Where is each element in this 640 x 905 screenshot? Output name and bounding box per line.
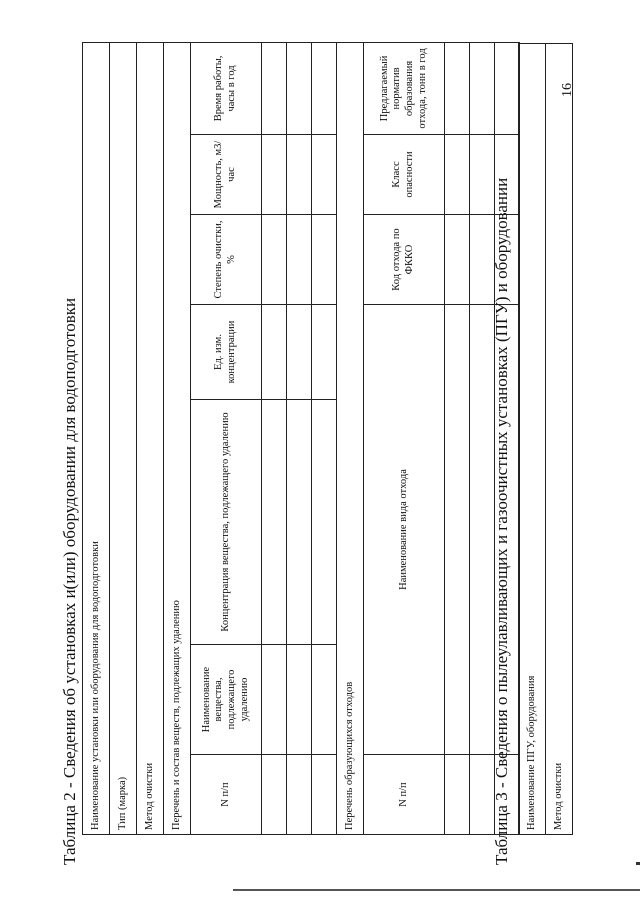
waste-header-name: Наименование вида отхода xyxy=(364,305,445,755)
page-number: 16 xyxy=(560,83,575,97)
waste-header-norm: Предлагаемый норматив образования отхода, тонн в год xyxy=(364,42,445,134)
table2 xyxy=(82,42,520,835)
table-row xyxy=(312,42,337,834)
sub-header-unit: Ед. изм. концентрации xyxy=(191,305,262,400)
waste-header-class: Класс опасности xyxy=(364,135,445,215)
sub-header-num: N п/п xyxy=(191,755,262,835)
scan-edge-line xyxy=(233,889,640,891)
table-row xyxy=(287,42,312,834)
sub-header-degree: Степень очистки, % xyxy=(191,215,262,305)
type-row: Тип (марка) xyxy=(110,42,137,834)
table3 xyxy=(518,43,573,835)
method-row: Метод очистки xyxy=(137,42,164,834)
table2-title: Таблица 2 - Сведения об установках и(или) оборудовании для водоподготовки xyxy=(60,297,79,865)
pgu-method-row: Метод очистки xyxy=(546,44,573,835)
rotated-page xyxy=(40,20,600,875)
table3-title: Таблица 3 - Сведения о пылеулавливающих и газоочистных установках (ПГУ) и оборудовании xyxy=(492,177,511,865)
sub-header-conc: Концентрация вещества, подлежащего удалению xyxy=(191,400,262,645)
table-row xyxy=(445,42,470,834)
install-name-row: Наименование установки или оборудования для водоподготовки xyxy=(83,42,110,834)
sub-header-name: Наименование вещества, подлежащего удалению xyxy=(191,645,262,755)
sub-header-power: Мощность, м3/час xyxy=(191,135,262,215)
waste-caption: Перечень образующихся отходов xyxy=(337,42,364,834)
pgu-name-row: Наименование ПГУ, оборудования xyxy=(519,44,546,835)
scan-mark xyxy=(636,862,640,865)
table-row xyxy=(262,42,287,834)
table-row xyxy=(470,42,495,834)
sub-header-time: Время работы, часы в год xyxy=(191,42,262,134)
waste-header-num: N п/п xyxy=(364,755,445,835)
waste-header-code: Код отхода по ФККО xyxy=(364,215,445,305)
substances-caption: Перечень и состав веществ, подлежащих удалению xyxy=(164,42,191,834)
